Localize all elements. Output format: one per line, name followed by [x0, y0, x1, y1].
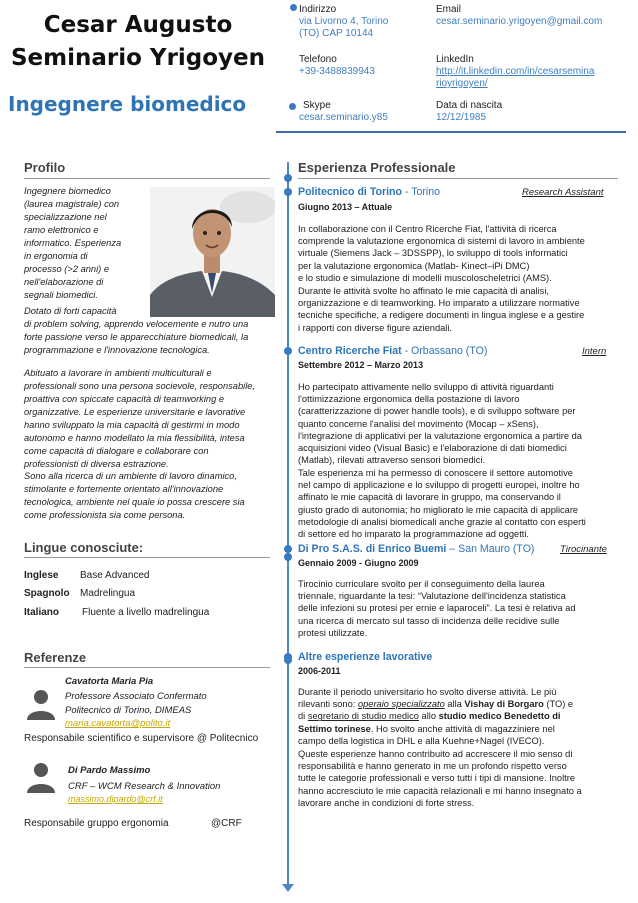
job-2-p1-line: l'integrazione di applicativi per la valutazione ergonomica a partire da [298, 430, 582, 441]
job-2-org: Centro Ricerche Fiat [298, 345, 402, 357]
job-1-paragraph-1 [298, 223, 614, 284]
profile-paragraph-2 [24, 305, 276, 357]
profile-p2-line: Dotato di forti capacità [24, 306, 117, 316]
job-1-title [298, 186, 440, 198]
job-1-p2-line: Durante le attività svolte ho affinato le mie capacità di analisi, [298, 286, 549, 296]
profile-p3-line: autonomo e hanno modellato la mia flessibilità, intesa [24, 433, 245, 443]
profile-p3-line: proattiva con spiccate capacità di teamworking e [24, 394, 224, 404]
reference-2-role: Responsabile gruppo ergonomia [24, 818, 169, 829]
job-2-dot-icon [284, 347, 292, 355]
job-4-paragraph-1 [298, 686, 614, 747]
profile-p2-line: di problem solving, apprendo velocemente e nutro una [24, 319, 249, 329]
name-line-1: Cesar Augusto [43, 12, 233, 38]
profile-paragraph-3 [24, 367, 276, 471]
job-2-paragraph-2 [298, 467, 614, 540]
job-4-p2-line: responsabilità e hanno generato in me un profondo rispetto verso [298, 761, 567, 772]
profile-p3-line: Abituato a lavorare in ambienti multiculturali e [24, 368, 212, 378]
profile-intro-line: (laurea magistrale) con [24, 199, 120, 209]
job-3-p1-line: triennale, riguardante la tesi: “Valutazione dell'incidenza statistica [298, 591, 566, 602]
experience-divider [298, 178, 618, 179]
skype-pin-icon [289, 103, 296, 110]
job-2-place: - Orbassano (TO) [401, 345, 488, 357]
job-4-paragraph-2 [298, 748, 614, 809]
profile-p3-line: come capacità di dialogare e collaborare con [24, 446, 209, 456]
highlight-company: Vishay di Borgaro [464, 699, 544, 710]
job-3-place: – San Mauro (TO) [446, 543, 535, 555]
profile-p2-line: programmazione e l'innovazione tecnologica. [24, 345, 210, 355]
profile-intro-line: in ergonomia di [24, 251, 88, 261]
experience-heading: Esperienza Professionale [298, 160, 456, 175]
job-3-p1-line: una ricerca di mercato sul tasso di incidenza delle recidive sulle [298, 615, 560, 626]
reference-1-title: Professore Associato Confermato [65, 691, 207, 702]
profile-intro-line: ramo elettronico e [24, 225, 99, 235]
profile-dot-icon [284, 174, 292, 182]
text-segment: allo [418, 711, 439, 722]
profile-p4-line: come professionista sia come persona. [24, 510, 186, 520]
header-divider [276, 131, 626, 133]
job-3-role: Tirocinante [560, 544, 607, 555]
person-avatar-icon [24, 686, 58, 720]
job-1-p1-line: In collaborazione con il Centro Ricerche Fiat, l'attività di ricerca [298, 224, 557, 234]
job-4-p2-line: Queste esperienze hanno contribuito ad accrescere il mio senso di [298, 749, 573, 759]
profile-intro [24, 185, 149, 302]
profile-heading: Profilo [24, 160, 66, 175]
profile-paragraph-4 [24, 470, 276, 522]
highlight-role: operaio specializzato [357, 699, 445, 710]
text-segment: di [298, 711, 308, 722]
job-1-p1-line: virtuale (Siemens Jack – 3DSSPP), lo sviluppo di tools informatici [298, 248, 568, 259]
reference-2-org: CRF – WCM Research & Innovation [68, 781, 221, 792]
reference-1-role: Responsabile scientifico e supervisore @ Politecnico [24, 733, 259, 744]
language-name: Italiano [24, 607, 60, 618]
job-4-p1-line: Durante il periodo universitario ho svolto diverse attività. Le più [298, 687, 557, 697]
job-2-title [298, 345, 487, 357]
reference-1-org: Politecnico di Torino, DIMEAS [65, 705, 192, 716]
language-name: Inglese [24, 570, 59, 581]
linkedin-label: LinkedIn [436, 54, 474, 65]
job-4-title: Altre esperienze lavorative [298, 651, 433, 663]
languages-heading: Lingue conosciute: [24, 540, 144, 555]
profile-p3-line: professionali sono una persona socievole, responsabile, [24, 381, 256, 391]
job-4-dot-icon [284, 653, 292, 661]
birth-label: Data di nascita [436, 100, 503, 111]
timeline-arrow-icon [282, 884, 294, 892]
job-2-p1-line: (Matlab), rilevati attraverso sensori biomedici. [298, 455, 486, 466]
highlight-role: segretario di studio medico [307, 711, 419, 722]
profile-p3-line: professionisti di diversa estrazione. [24, 459, 169, 469]
profile-p3-line: hanno sviluppato la mia capacità di gestirmi in modo [24, 420, 240, 430]
language-row [24, 587, 135, 601]
profile-p3-line: organizzative. Le esperienze universitarie e lavorative [24, 407, 246, 417]
job-1-paragraph-2 [298, 285, 614, 334]
job-3-title [298, 543, 534, 555]
job-4-p1-line: campo della logistica in DHL e alla Kuehne+Nagel (IVECO). [298, 735, 545, 746]
references-divider [24, 667, 270, 668]
job-3-p1-line: delle infezioni su protesi per ernie e laparoceli”. La tesi è relativa ad [298, 603, 576, 614]
language-level: Base Advanced [80, 570, 150, 581]
job-1-dot-icon [284, 188, 292, 196]
languages-dot-icon [284, 553, 292, 561]
pin-icon [290, 4, 297, 11]
language-name: Spagnolo [24, 588, 70, 599]
job-3-p1-line: protesi utilizzate. [298, 627, 368, 638]
address-label: Indirizzo [299, 4, 337, 15]
job-2-p1-line: Ho partecipato attivamente nello sviluppo di attività riguardanti [298, 382, 554, 392]
job-4-p2-line: lavorare anche in condizioni di forte stress. [298, 797, 475, 808]
profile-intro-line: segnali biomedici. [24, 290, 98, 300]
job-1-org: Politecnico di Torino [298, 186, 402, 198]
job-1-p1-line: per la valutazione ergonomica (Matlab- Kinect–iPi DMC) [298, 260, 530, 271]
job-4-p1-line [298, 710, 614, 722]
job-2-p2-line: Tale esperienza mi ha permesso di conoscere il settore automotive [298, 468, 573, 478]
profile-intro-line: processo (>2 anni) e [24, 264, 110, 274]
job-3-dot-icon [284, 545, 292, 553]
language-row [24, 606, 209, 620]
language-level: Madrelingua [80, 588, 136, 599]
timeline-line [287, 162, 289, 888]
job-2-p1-line: l'ottimizzazione ergonomica della postazione di lavoro [298, 394, 520, 405]
birth-value: 12/12/1985 [436, 112, 487, 123]
profile-p4-line: tecnologica, ambiente nel quale io possa crescere sia [24, 497, 245, 507]
job-title: Ingegnere biomedico [8, 92, 247, 116]
job-4-p1-line [298, 723, 614, 735]
job-3-date: Gennaio 2009 - Giugno 2009 [298, 558, 419, 568]
profile-p2-line: forte passione verso le apparecchiature biomedicali, la [24, 332, 249, 342]
profile-photo [150, 187, 275, 317]
job-2-p2-line: affinato le mie capacità di lavorare in gruppo, ma conservando il [298, 492, 561, 503]
person-avatar-icon [24, 759, 58, 793]
profile-intro-line: Ingegnere biomedico [24, 186, 111, 196]
job-2-p2-line: metodologie di analisi biomedicali anche grazie al contatto con esperti [298, 516, 586, 527]
job-2-p1-line: quanto concerne l'analisi del movimento (Mocap – xSens), [298, 418, 539, 429]
job-1-date: Giugno 2013 – Attuale [298, 202, 393, 212]
job-1-place: - Torino [401, 186, 441, 198]
job-3-paragraph-1 [298, 578, 614, 639]
address-line-1: via Livorno 4, Torino [299, 16, 389, 27]
skype-label: Skype [303, 100, 331, 111]
linkedin-link-line-2[interactable]: rioyrigoyen/ [436, 78, 488, 89]
references-heading: Referenze [24, 650, 87, 665]
job-4-p2-line: hanno accresciuto le mie capacità relazionali e mi hanno insegnato a [298, 785, 582, 796]
highlight-company: studio medico Benedetto di [438, 711, 561, 722]
skype-value: cesar.seminario.y85 [299, 112, 388, 123]
job-1-p2-line: tecniche specifiche, a redigere documenti in lingua inglese e a gestire [298, 310, 585, 321]
job-2-p2-line: giusto grado di autonomia; ho migliorato le mie capacità di applicare [298, 504, 579, 515]
profile-p4-line: Sono alla ricerca di un ambiente di lavoro dinamico, [24, 471, 237, 481]
email-label: Email [436, 4, 462, 15]
text-segment: . Ho svolto anche attività di magazziniere nel [370, 723, 555, 734]
reference-1-email[interactable]: maria.cavatorta@polito.it [65, 718, 171, 729]
job-2-p1-line: acquisizioni video (Visual Basic) e l'elaborazione di dati biomedici [298, 443, 567, 454]
language-row [24, 569, 150, 583]
job-1-p2-line: organizzazione e di teamworking. Ho imparato a utilizzare normative [298, 298, 580, 309]
profile-intro-line: informatico. Esperienza [24, 238, 122, 248]
name-line-2: Seminario Yrigoyen [10, 45, 266, 71]
job-4-p1-line [298, 698, 614, 710]
phone-label: Telefono [299, 54, 337, 65]
job-4-date: 2006-2011 [298, 666, 341, 676]
job-1-p2-line: i rapporti con diverse figure aziendali. [298, 322, 452, 333]
profile-divider [24, 178, 270, 179]
job-2-p2-line: nel campo di applicazione e lo sviluppo di progetti europei, inoltre ho [298, 480, 580, 491]
job-3-org: Di Pro S.A.S. di Enrico Buemi [298, 543, 447, 555]
text-segment: alla [444, 699, 465, 710]
reference-2-name: Di Pardo Massimo [68, 765, 151, 776]
profile-intro-line: specializzazione nel [24, 212, 107, 222]
reference-1-name: Cavatorta Maria Pia [65, 676, 154, 687]
job-2-p2-line: di settore ed ho imparato la programmazione ad oggetti. [298, 529, 530, 540]
job-1-p1-line: e lo studio e simulazione di modelli muscoloscheletrici (AMS). [298, 272, 552, 283]
profile-intro-line: nell'elaborazione di [24, 277, 104, 287]
job-3-p1-line: Tirocinio curriculare svolto per il conseguimento della laurea [298, 579, 545, 589]
profile-p4-line: stimolante e fortemente orientato all'innovazione [24, 484, 224, 494]
text-segment: (TO) e [543, 699, 574, 710]
text-segment: rilevanti sono: [298, 699, 358, 710]
reference-2-role-org: @CRF [211, 818, 242, 829]
job-2-p1-line: (caratterizzazione di power handle tools), e di sviluppo software per [298, 406, 576, 417]
job-2-paragraph-1 [298, 381, 614, 466]
job-1-role: Research Assistant [522, 187, 604, 198]
address-line-2: (TO) CAP 10144 [299, 28, 374, 39]
job-1-p1-line: comprende la valutazione ergonomica di sistemi di lavoro in ambiente [298, 236, 585, 247]
language-level: Fluente a livello madrelingua [82, 607, 210, 618]
email-link[interactable]: cesar.seminario.yrigoyen@gmail.com [436, 16, 603, 27]
highlight-company: Settimo torinese [298, 723, 371, 734]
job-4-p2-line: tutte le categorie professionali e verso tutti i tipi di mansione. Inoltre [298, 773, 575, 784]
phone-value: +39-3488839943 [299, 66, 375, 77]
reference-2-email[interactable]: massimo.dipardo@crf.it [68, 794, 163, 804]
languages-divider [24, 557, 270, 558]
job-2-role: Intern [582, 346, 607, 357]
linkedin-link-line-1[interactable]: http://it.linkedin.com/in/cesarsemina [436, 66, 595, 77]
job-2-date: Settembre 2012 – Marzo 2013 [298, 360, 424, 370]
